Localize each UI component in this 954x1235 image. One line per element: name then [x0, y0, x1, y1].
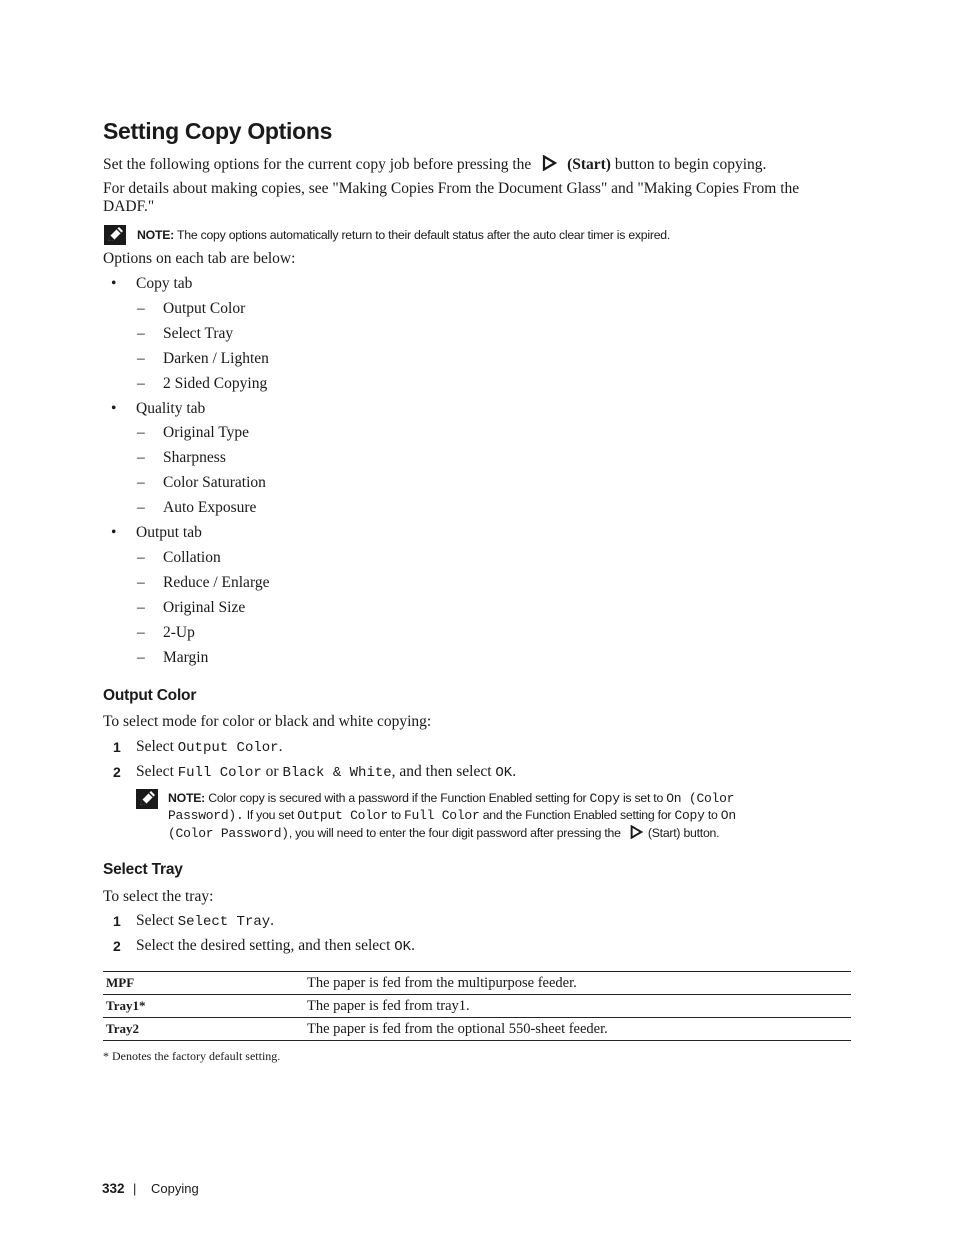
note-code: Output Color	[297, 808, 388, 823]
table-cell-setting: Tray2	[103, 1018, 304, 1041]
step-text-end: .	[411, 937, 415, 954]
table-row	[103, 972, 851, 995]
menu-code-black-white: Black & White	[282, 765, 392, 781]
list-item: Margin	[163, 649, 209, 666]
select-tray-intro: To select the tray:	[103, 888, 214, 905]
list-item: Sharpness	[163, 449, 226, 466]
select-tray-step-2	[136, 937, 415, 955]
menu-code-full-color: Full Color	[177, 765, 262, 781]
list-item-quality-tab: Quality tab	[136, 400, 206, 417]
dash: –	[137, 624, 145, 641]
footer-section: Copying	[151, 1181, 199, 1196]
list-item: Color Saturation	[163, 474, 266, 491]
step-text-end: .	[278, 738, 283, 755]
list-item: Collation	[163, 549, 221, 566]
dash: –	[137, 599, 145, 616]
list-item: Reduce / Enlarge	[163, 574, 270, 591]
select-tray-step-1	[136, 912, 274, 930]
dash: –	[137, 325, 145, 342]
list-item: Select Tray	[163, 325, 234, 342]
dash: –	[137, 350, 145, 367]
dash: –	[137, 424, 145, 441]
intro-text-after: button to begin copying.	[614, 156, 767, 173]
step-text: Select the desired setting, and then select	[136, 937, 391, 954]
table-cell-description: The paper is fed from the optional 550-sheet feeder.	[304, 1018, 851, 1041]
section-heading-select-tray: Select Tray	[103, 861, 183, 878]
start-button-icon	[535, 155, 563, 174]
note-code: Copy	[674, 808, 705, 823]
note-pencil-icon	[104, 225, 126, 250]
table-cell-description: The paper is fed from the multipurpose feeder.	[304, 972, 851, 995]
dash: –	[137, 649, 145, 666]
note-text: to	[391, 808, 401, 822]
intro-text-before: Set the following options for the current copy job before pressing the	[103, 156, 532, 173]
note-text: The copy options automatically return to their default status after the auto clear timer is expired.	[176, 228, 671, 242]
note-code: On (Color	[666, 791, 735, 806]
table-footnote: * Denotes the factory default setting.	[103, 1049, 281, 1063]
note-code: Full Color	[404, 808, 480, 823]
table-row	[103, 995, 851, 1018]
table-cell-description: The paper is fed from tray1.	[304, 995, 851, 1018]
step-number: 1	[113, 913, 121, 929]
start-label: (Start)	[647, 826, 681, 840]
start-label: (Start)	[567, 156, 611, 173]
dash: –	[137, 300, 145, 317]
bullet: •	[111, 400, 117, 417]
list-item: Darken / Lighten	[163, 350, 269, 367]
dash: –	[137, 474, 145, 491]
note-2-line-1	[168, 791, 734, 806]
table-cell-setting: MPF	[103, 972, 304, 995]
menu-code-output-color: Output Color	[177, 740, 279, 756]
list-item: Auto Exposure	[163, 499, 257, 516]
step-text: Select	[136, 763, 174, 780]
start-button-icon	[624, 825, 648, 840]
step-number: 1	[113, 739, 121, 755]
note-label: NOTE:	[168, 791, 206, 805]
dash: –	[137, 574, 145, 591]
table-cell-setting: Tray1*	[103, 995, 304, 1018]
footer-separator: |	[133, 1181, 137, 1196]
list-item: Original Type	[163, 424, 250, 441]
intro-paragraph-2-line-2: DADF."	[103, 198, 155, 215]
dash: –	[137, 499, 145, 516]
note-text: and the Function Enabled setting for	[482, 808, 672, 822]
bullet: •	[111, 275, 117, 292]
note-2-line-3	[168, 825, 719, 841]
note-2-line-2	[168, 808, 736, 823]
dash: –	[137, 449, 145, 466]
step-text: Select	[136, 912, 174, 929]
note-text: , you will need to enter the four digit password after pressing the	[288, 826, 621, 840]
step-text-end: .	[512, 763, 517, 780]
list-item: Original Size	[163, 599, 246, 616]
options-intro: Options on each tab are below:	[103, 250, 296, 267]
step-text: Select	[136, 738, 174, 755]
output-color-intro: To select mode for color or black and white copying:	[103, 713, 432, 730]
step-text-end: .	[270, 912, 275, 929]
note-code: Password).	[168, 808, 244, 823]
menu-code-ok: OK	[394, 939, 412, 955]
note-pencil-icon	[136, 789, 158, 814]
dash: –	[137, 549, 145, 566]
intro-paragraph-1	[103, 155, 766, 174]
tray-settings-table	[103, 971, 851, 1041]
note-text: is set to	[622, 791, 664, 805]
list-item-copy-tab: Copy tab	[136, 275, 193, 292]
note-label: NOTE:	[137, 228, 175, 242]
output-color-step-2	[136, 763, 516, 781]
dash: –	[137, 375, 145, 392]
note-text: button.	[683, 826, 720, 840]
table-row	[103, 1018, 851, 1041]
menu-code-select-tray: Select Tray	[177, 914, 271, 930]
note-text: Color copy is secured with a password if the Function Enabled setting for	[208, 791, 587, 805]
note-text: If you set	[246, 808, 295, 822]
output-color-step-1	[136, 738, 282, 756]
page-title: Setting Copy Options	[103, 118, 333, 144]
section-heading-output-color: Output Color	[103, 687, 197, 704]
page-number: 332	[102, 1181, 125, 1196]
note-text: to	[707, 808, 718, 822]
list-item: 2 Sided Copying	[163, 375, 268, 392]
step-number: 2	[113, 764, 121, 780]
step-number: 2	[113, 938, 121, 954]
note-code: Copy	[589, 791, 620, 806]
menu-code-ok: OK	[495, 765, 513, 781]
bullet: •	[111, 524, 117, 541]
list-item: 2-Up	[163, 624, 195, 641]
intro-paragraph-2-line-1: For details about making copies, see "Making Copies From the Document Glass" and "Making Copies From the	[103, 180, 800, 197]
list-item: Output Color	[163, 300, 246, 317]
step-text: or	[265, 763, 279, 780]
note-code: On	[720, 808, 736, 823]
list-item-output-tab: Output tab	[136, 524, 202, 541]
note-code: (Color Password)	[168, 826, 289, 841]
note-1	[137, 228, 670, 242]
step-text: , and then select	[391, 763, 492, 780]
